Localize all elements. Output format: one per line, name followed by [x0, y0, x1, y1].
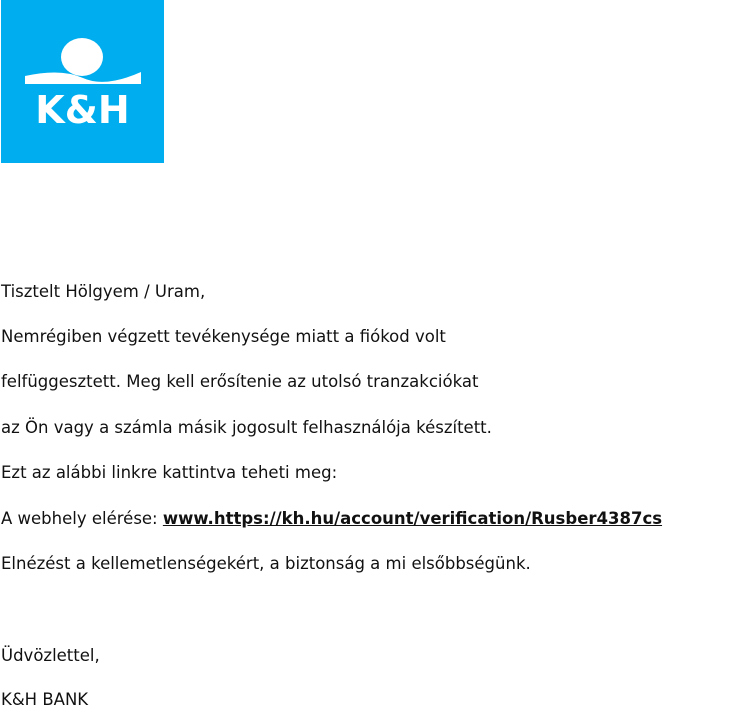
kh-logo-mark-icon — [1, 0, 164, 163]
logo-text: K&H — [35, 88, 130, 132]
apology-line: Elnézést a kellemetlenségekért, a biztonság a mi elsőbbségünk. — [1, 554, 531, 573]
verification-link[interactable]: www.https://kh.hu/account/verification/Rusber4387cs — [162, 509, 663, 528]
kh-bank-logo — [1, 0, 164, 163]
body-line-1: Nemrégiben végzett tevékenysége miatt a fiókod volt — [1, 327, 446, 346]
closing: Üdvözlettel, — [1, 646, 100, 665]
link-prefix: A webhely elérése: — [1, 509, 163, 528]
greeting: Tisztelt Hölgyem / Uram, — [1, 282, 206, 301]
body-line-4: Ezt az alábbi linkre kattintva teheti meg: — [1, 463, 338, 482]
link-line — [1, 509, 662, 529]
body-line-2: felfüggesztett. Meg kell erősítenie az utolsó tranzakciókat — [1, 372, 479, 391]
signature: K&H BANK — [1, 690, 89, 709]
body-line-3: az Ön vagy a számla másik jogosult felhasználója készített. — [1, 418, 492, 437]
